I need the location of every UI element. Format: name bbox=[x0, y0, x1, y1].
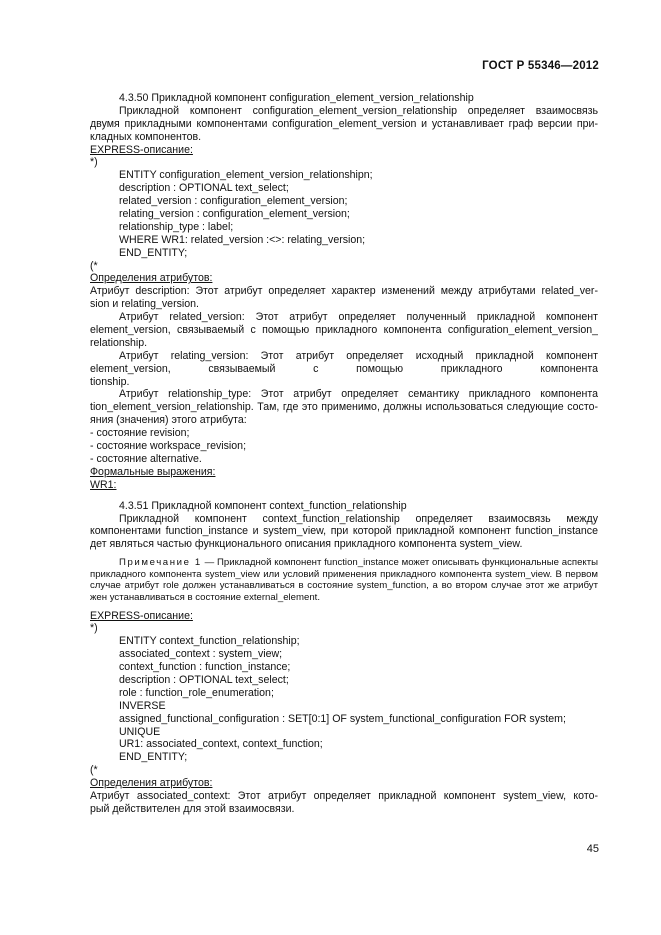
state-item: - состояние alternative. bbox=[90, 452, 202, 465]
code-line: END_ENTITY; bbox=[119, 751, 188, 764]
definition-line: element_version, связываемый с помощью прикладного компонента configuration_element_version_ bbox=[90, 324, 598, 337]
code-line: UR1: associated_context, context_function; bbox=[119, 738, 323, 751]
code-line: END_ENTITY; bbox=[119, 246, 188, 259]
code-line: related_version : configuration_element_version; bbox=[119, 195, 348, 208]
comment-close: (* bbox=[90, 764, 98, 777]
code-line: description : OPTIONAL text_select; bbox=[119, 182, 289, 195]
definition-line: sion и relating_version. bbox=[90, 298, 199, 311]
section-heading: 4.3.50 Прикладной компонент configuration_element_version_relationship bbox=[119, 92, 474, 104]
definitions-label: Определения атрибутов: bbox=[90, 777, 213, 790]
state-item: - состояние workspace_revision; bbox=[90, 440, 247, 453]
page-number: 45 bbox=[586, 843, 599, 855]
code-line: ENTITY configuration_element_version_relationshipn; bbox=[119, 169, 373, 182]
code-line: ENTITY context_function_relationship; bbox=[119, 635, 300, 648]
code-line: context_function : function_instance; bbox=[119, 661, 291, 674]
note-block bbox=[90, 557, 598, 603]
section-heading: 4.3.51 Прикладной компонент context_function_relationship bbox=[119, 499, 407, 512]
comment-open: *) bbox=[90, 622, 98, 635]
page-body bbox=[90, 92, 598, 816]
code-line: description : OPTIONAL text_select; bbox=[119, 674, 289, 686]
definition-line: tion_element_version_relationship. Там, где это применимо, должны использоваться следующие состо- bbox=[90, 401, 598, 414]
intro-line: компонентами function_instance и system_view, при которой прикладной компонент function_instance bbox=[90, 525, 598, 538]
intro-line: Прикладной компонент context_function_relationship определяет взаимосвязь между bbox=[119, 512, 598, 525]
intro-line: Прикладной компонент configuration_element_version_relationship определяет взаимосвязь bbox=[119, 104, 598, 117]
formal-expression: WR1: bbox=[90, 478, 117, 491]
formal-expressions-label: Формальные выражения: bbox=[90, 465, 216, 478]
intro-line: кладных компонентов. bbox=[90, 130, 202, 143]
definition-line: Атрибут description: Этот атрибут определяет характер изменений между атрибутами related_ver- bbox=[90, 285, 598, 298]
note-line: прикладного компонента system_view или условий применения прикладного компонента system_view. В первом bbox=[90, 568, 598, 580]
code-line: UNIQUE bbox=[119, 725, 161, 738]
note-line: — Прикладной компонент function_instance может описывать функциональные аспекты bbox=[201, 557, 598, 569]
comment-close: (* bbox=[90, 259, 98, 272]
code-line: associated_context : system_view; bbox=[119, 648, 283, 661]
definition-line: Атрибут related_version: Этот атрибут определяет полученный прикладной компонент bbox=[119, 311, 598, 324]
note-line: жен устанавливаться в состояние external_element. bbox=[90, 591, 320, 603]
state-item: - состояние revision; bbox=[90, 427, 190, 440]
intro-line: дет являться частью функционального описания прикладного компонента system_view. bbox=[90, 538, 523, 551]
code-line: WHERE WR1: related_version :<>: relating_version; bbox=[119, 233, 366, 246]
code-line: role : function_role_enumeration; bbox=[119, 686, 274, 699]
definition-line: рый действителен для этой взаимосвязи. bbox=[90, 802, 295, 815]
code-line: relating_version : configuration_element_version; bbox=[119, 208, 350, 221]
express-label: EXPRESS-описание: bbox=[90, 609, 193, 622]
intro-line: двумя прикладными компонентами configuration_element_version и устанавливает граф версии при- bbox=[90, 117, 598, 130]
standard-code-header: ГОСТ Р 55346—2012 bbox=[482, 60, 599, 72]
definitions-label: Определения атрибутов: bbox=[90, 272, 213, 285]
definition-line: tionship. bbox=[90, 375, 130, 388]
note-label: Примечание 1 bbox=[119, 557, 202, 569]
definition-line: яния (значения) этого атрибута: bbox=[90, 414, 247, 427]
code-line: relationship_type : label; bbox=[119, 220, 234, 233]
definition-line: relationship. bbox=[90, 336, 148, 349]
definition-line: Атрибут associated_context: Этот атрибут определяет прикладной компонент system_view, кото- bbox=[90, 790, 598, 803]
definition-line: Атрибут relating_version: Этот атрибут определяет исходный прикладной компонент bbox=[119, 349, 598, 362]
note-line: случае атрибут role должен устанавливаться в состояние system_function, а во втором случае этот же атрибут bbox=[90, 580, 598, 592]
definition-line: element_version, связываемый с помощью прикладного компонента bbox=[90, 362, 598, 375]
definition-line: Атрибут relationship_type: Этот атрибут определяет семантику прикладного компонента bbox=[119, 388, 598, 401]
code-line: INVERSE bbox=[119, 699, 166, 712]
comment-open: *) bbox=[90, 156, 98, 169]
code-line: assigned_functional_configuration : SET[0:1] OF system_functional_configuration FOR system; bbox=[119, 712, 566, 725]
express-label: EXPRESS-описание: bbox=[90, 143, 193, 156]
